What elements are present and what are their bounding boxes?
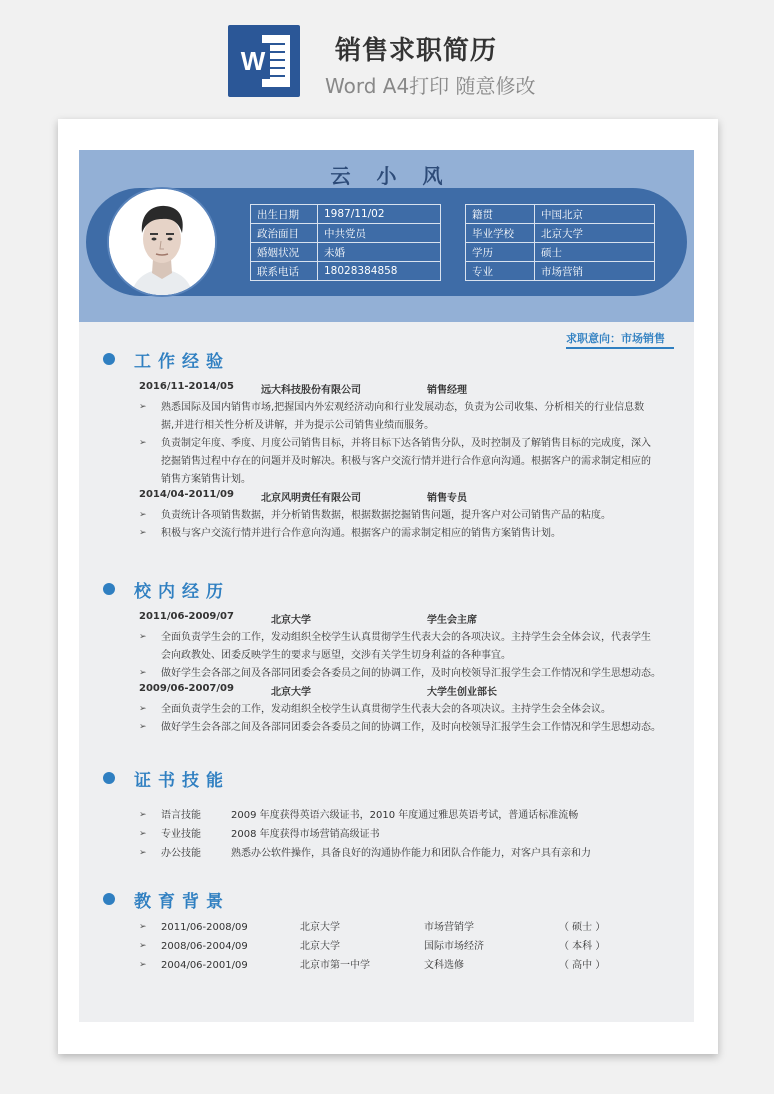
bullet-arrow-icon: ➢ — [139, 402, 147, 412]
info-value: 中共党员 — [318, 224, 441, 243]
candidate-name: 云小风 — [330, 164, 469, 188]
bullet-arrow-icon: ➢ — [139, 922, 147, 932]
job-intent-underline — [566, 347, 674, 349]
education-degree: （ 本科 ） — [559, 941, 606, 952]
bullet-arrow-icon: ➢ — [139, 438, 147, 448]
resume-page — [58, 119, 718, 1054]
info-row — [466, 262, 655, 281]
entry-date: 2011/06-2009/07 — [139, 611, 234, 622]
section-title-education: 教育背景 — [134, 892, 230, 912]
skill-label: 语言技能 — [161, 810, 201, 821]
entry-role: 大学生创业部长 — [427, 687, 497, 698]
skill-detail: 2008 年度获得市场营销高级证书 — [231, 829, 380, 840]
education-degree: （ 硕士 ） — [559, 922, 606, 933]
section-title-work: 工作经验 — [134, 352, 230, 372]
basic-info-left — [250, 204, 441, 281]
bullet-arrow-icon: ➢ — [139, 528, 147, 538]
entry-description: 做好学生会各部之间及各部同团委会各委员之间的协调工作，及时向校领导汇报学生会工作情况和学生思想动态。 — [161, 722, 661, 733]
bullet-arrow-icon: ➢ — [139, 829, 147, 839]
education-major: 文科选修 — [424, 960, 464, 971]
entry-description: 积极与客户交流行情并进行合作意向沟通。根据客户的需求制定相应的销售方案销售计划。 — [161, 528, 561, 539]
bullet-arrow-icon: ➢ — [139, 668, 147, 678]
entry-organization: 北京风明责任有限公司 — [261, 493, 361, 504]
bullet-arrow-icon: ➢ — [139, 960, 147, 970]
info-row — [466, 205, 655, 224]
job-intent: 求职意向：市场销售 — [566, 332, 665, 345]
info-value: 北京大学 — [535, 224, 655, 243]
bullet-arrow-icon: ➢ — [139, 848, 147, 858]
education-school: 北京市第一中学 — [300, 960, 370, 971]
entry-date: 2016/11-2014/05 — [139, 381, 234, 392]
info-label: 学历 — [466, 243, 535, 262]
info-value: 硕士 — [535, 243, 655, 262]
bullet-arrow-icon: ➢ — [139, 704, 147, 714]
entry-date: 2014/04-2011/09 — [139, 489, 234, 500]
info-value: 18028384858 — [318, 262, 441, 281]
info-label: 出生日期 — [251, 205, 318, 224]
resume-header — [79, 150, 694, 322]
education-school: 北京大学 — [300, 922, 340, 933]
skill-label: 办公技能 — [161, 848, 201, 859]
entry-description: 熟悉国际及国内销售市场,把握国内外宏观经济动向和行业发展动态，负责为公司收集、分析相关的行业信息数 — [161, 402, 645, 413]
education-date: 2004/06-2001/09 — [161, 960, 248, 971]
entry-description: 销售方案销售计划。 — [161, 474, 251, 485]
info-label: 政治面目 — [251, 224, 318, 243]
bullet-arrow-icon: ➢ — [139, 722, 147, 732]
entry-description: 挖掘销售过程中存在的问题并及时解决。积极与客户交流行情并进行合作意向沟通。根据客户的需求制定相应的 — [161, 456, 651, 467]
entry-description: 负责制定年度、季度、月度公司销售目标，并将目标下达各销售分队，及时控制及了解销售目标的完成度，深入 — [161, 438, 651, 449]
info-label: 婚姻状况 — [251, 243, 318, 262]
section-dot-icon — [103, 353, 115, 365]
word-icon — [228, 25, 300, 97]
info-value: 1987/11/02 — [318, 205, 441, 224]
education-major: 市场营销学 — [424, 922, 474, 933]
basic-info-right — [465, 204, 655, 281]
info-value: 中国北京 — [535, 205, 655, 224]
entry-role: 学生会主席 — [427, 615, 477, 626]
info-row — [251, 224, 441, 243]
info-row — [251, 243, 441, 262]
info-value: 市场营销 — [535, 262, 655, 281]
banner-subtitle: Word A4打印 随意修改 — [325, 74, 536, 98]
entry-description: 全面负责学生会的工作，发动组织全校学生认真贯彻学生代表大会的各项决议。主持学生会全体会议，代表学生 — [161, 632, 651, 643]
info-row — [466, 224, 655, 243]
banner-title: 销售求职简历 — [335, 36, 498, 66]
info-row — [466, 243, 655, 262]
section-dot-icon — [103, 893, 115, 905]
bullet-arrow-icon: ➢ — [139, 810, 147, 820]
education-degree: （ 高中 ） — [559, 960, 606, 971]
entry-date: 2009/06-2007/09 — [139, 683, 234, 694]
section-title-campus: 校内经历 — [134, 582, 230, 602]
bullet-arrow-icon: ➢ — [139, 632, 147, 642]
info-value: 未婚 — [318, 243, 441, 262]
bullet-arrow-icon: ➢ — [139, 510, 147, 520]
info-label: 毕业学校 — [466, 224, 535, 243]
avatar — [109, 189, 215, 295]
education-major: 国际市场经济 — [424, 941, 484, 952]
entry-organization: 远大科技股份有限公司 — [261, 385, 361, 396]
entry-description: 会向政教处、团委反映学生的要求与愿望，交涉有关学生切身利益的各种事宜。 — [161, 650, 511, 661]
entry-description: 全面负责学生会的工作，发动组织全校学生认真贯彻学生代表大会的各项决议。主持学生会全体会议。 — [161, 704, 611, 715]
entry-description: 做好学生会各部之间及各部同团委会各委员之间的协调工作，及时向校领导汇报学生会工作情况和学生思想动态。 — [161, 668, 661, 679]
entry-role: 销售专员 — [427, 493, 467, 504]
info-panel — [86, 188, 687, 296]
portrait-photo — [109, 189, 215, 295]
bullet-arrow-icon: ➢ — [139, 941, 147, 951]
resume-body — [79, 150, 694, 1022]
section-dot-icon — [103, 583, 115, 595]
entry-organization: 北京大学 — [271, 687, 311, 698]
section-title-skills: 证书技能 — [134, 771, 230, 791]
entry-description: 据,并进行相关性分析及讲解，并为提示公司销售业绩而服务。 — [161, 420, 435, 431]
skill-detail: 熟悉办公软件操作，具备良好的沟通协作能力和团队合作能力，对客户具有亲和力 — [231, 848, 591, 859]
word-logo-letter: W — [236, 43, 270, 79]
skill-label: 专业技能 — [161, 829, 201, 840]
info-label: 专业 — [466, 262, 535, 281]
info-label: 籍贯 — [466, 205, 535, 224]
info-label: 联系电话 — [251, 262, 318, 281]
section-dot-icon — [103, 772, 115, 784]
entry-role: 销售经理 — [427, 385, 467, 396]
skill-detail: 2009 年度获得英语六级证书，2010 年度通过雅思英语考试，普通话标准流畅 — [231, 810, 579, 821]
education-date: 2008/06-2004/09 — [161, 941, 248, 952]
info-row — [251, 205, 441, 224]
education-school: 北京大学 — [300, 941, 340, 952]
entry-organization: 北京大学 — [271, 615, 311, 626]
education-date: 2011/06-2008/09 — [161, 922, 248, 933]
entry-description: 负责统计各项销售数据，并分析销售数据，根据数据挖掘销售问题，提升客户对公司销售产品的粘度。 — [161, 510, 611, 521]
banner — [0, 0, 774, 118]
info-row — [251, 262, 441, 281]
